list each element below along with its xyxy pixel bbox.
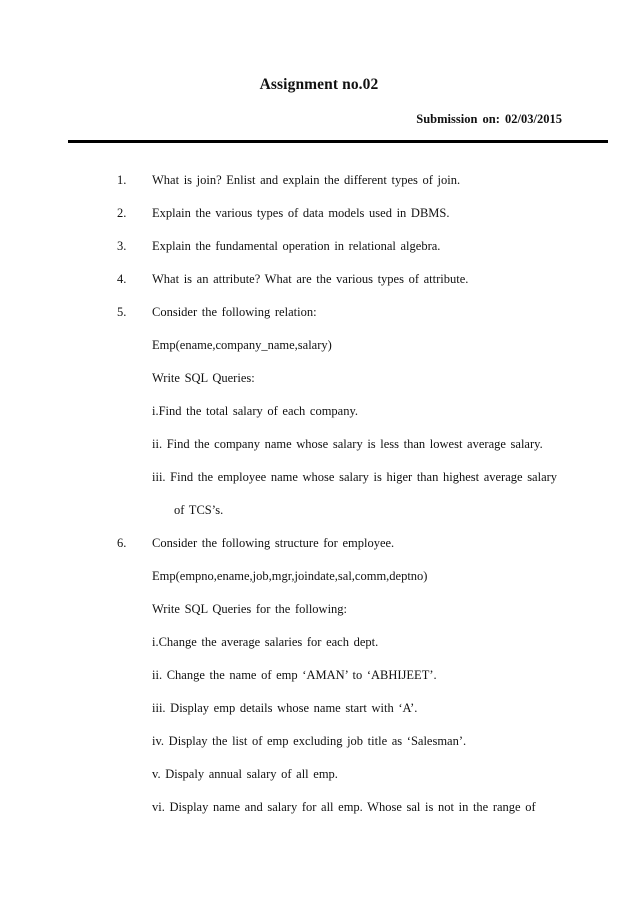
q6-part-vi: vi. Display name and salary for all emp. Whose sal is not in the range of (152, 800, 536, 814)
question-text: Consider the following structure for employee. (152, 536, 395, 550)
question-number: 6. (117, 536, 127, 550)
q5-part-iii: iii. Find the employee name whose salary is higer than highest average salary (152, 470, 558, 484)
question-text: What is an attribute? What are the various types of attribute. (152, 272, 469, 286)
question-text: Consider the following relation: (152, 305, 317, 319)
q6-part-v: v. Dispaly annual salary of all emp. (152, 767, 338, 781)
question-text: Explain the various types of data models used in DBMS. (152, 206, 450, 220)
header-divider (68, 140, 608, 143)
question-number: 5. (117, 305, 127, 319)
q5-instruction: Write SQL Queries: (152, 371, 255, 385)
question-text: What is join? Enlist and explain the different types of join. (152, 173, 461, 187)
q6-instruction: Write SQL Queries for the following: (152, 602, 348, 616)
question-number: 4. (117, 272, 127, 286)
q5-part-iii-continued: of TCS’s. (174, 503, 224, 517)
question-text: Explain the fundamental operation in relational algebra. (152, 239, 441, 253)
submission-date: Submission on: 02/03/2015 (416, 112, 562, 126)
q5-part-i: i.Find the total salary of each company. (152, 404, 359, 418)
q6-part-ii: ii. Change the name of emp ‘AMAN’ to ‘ABHIJEET’. (152, 668, 437, 682)
q5-relation: Emp(ename,company_name,salary) (152, 338, 332, 352)
question-number: 1. (117, 173, 127, 187)
q5-part-ii: ii. Find the company name whose salary is less than lowest average salary. (152, 437, 543, 451)
question-number: 2. (117, 206, 127, 220)
assignment-title: Assignment no.02 (259, 76, 379, 93)
q6-part-iii: iii. Display emp details whose name start with ‘A’. (152, 701, 418, 715)
question-number: 3. (117, 239, 127, 253)
q6-part-i: i.Change the average salaries for each dept. (152, 635, 379, 649)
q6-structure: Emp(empno,ename,job,mgr,joindate,sal,comm,deptno) (152, 569, 428, 583)
q6-part-iv: iv. Display the list of emp excluding job title as ‘Salesman’. (152, 734, 467, 748)
